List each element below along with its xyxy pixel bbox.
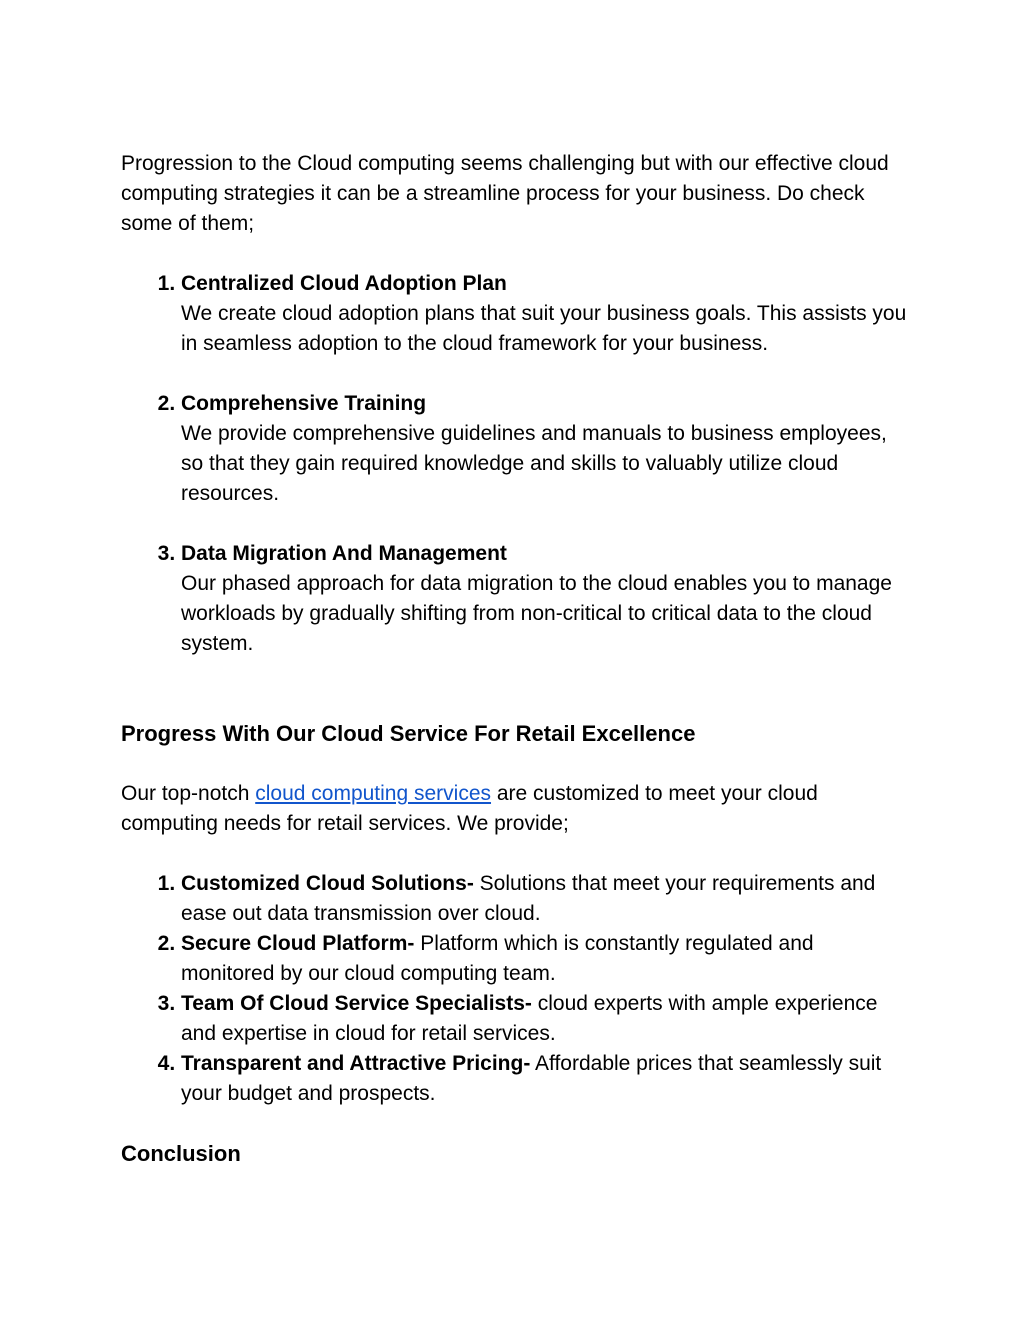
offering-item [181, 1049, 911, 1109]
strategy-body: We create cloud adoption plans that suit your business goals. This assists you in seamless adoption to the cloud framework for your business. [181, 302, 907, 355]
offering-title: Secure Cloud Platform- [181, 932, 415, 955]
document-page [121, 149, 911, 1169]
retail-paragraph [121, 779, 911, 839]
retail-heading: Progress With Our Cloud Service For Retail Excellence [121, 721, 696, 746]
strategy-item [181, 389, 911, 509]
strategy-title: 1. Centralized Cloud Adoption Plan [181, 272, 507, 295]
retail-paragraph-after: are customized to meet your cloud computing needs for retail services. We provide; [121, 782, 818, 835]
intro-paragraph: Progression to the Cloud computing seems challenging but with our effective cloud computing strategies it can be a streamline process for your business. Do check some of them; [121, 152, 889, 235]
retail-paragraph-before: Our top-notch [121, 782, 256, 805]
offering-item [181, 869, 911, 929]
offering-title: Customized Cloud Solutions- [181, 872, 474, 895]
offering-body: Solutions that meet your requirements and ease out data transmission over cloud. [181, 872, 876, 925]
offering-title: Team Of Cloud Service Specialists- [181, 992, 532, 1015]
strategy-title: 2. Comprehensive Training [181, 392, 427, 415]
offering-body: Affordable prices that seamlessly suit your budget and prospects. [181, 1052, 882, 1105]
offerings-list [121, 869, 911, 1109]
offering-body: Platform which is constantly regulated and monitored by our cloud computing team. [181, 932, 814, 985]
cloud-services-link[interactable]: cloud computing services [255, 782, 492, 805]
offering-item [181, 989, 911, 1049]
strategies-list [121, 269, 911, 659]
offering-body: cloud experts with ample experience and expertise in cloud for retail services. [181, 992, 878, 1045]
strategy-item [181, 269, 911, 359]
strategy-title: 3. Data Migration And Management [181, 542, 507, 565]
strategy-body: Our phased approach for data migration to the cloud enables you to manage workloads by gradually shifting from non-critical to critical data to the cloud system. [181, 572, 892, 655]
strategy-body: We provide comprehensive guidelines and manuals to business employees, so that they gain required knowledge and skills to valuably utilize cloud resources. [181, 422, 887, 505]
offering-title: Transparent and Attractive Pricing- [181, 1052, 531, 1075]
conclusion-heading: Conclusion [121, 1141, 241, 1166]
strategy-item [181, 539, 911, 659]
offering-item [181, 929, 911, 989]
